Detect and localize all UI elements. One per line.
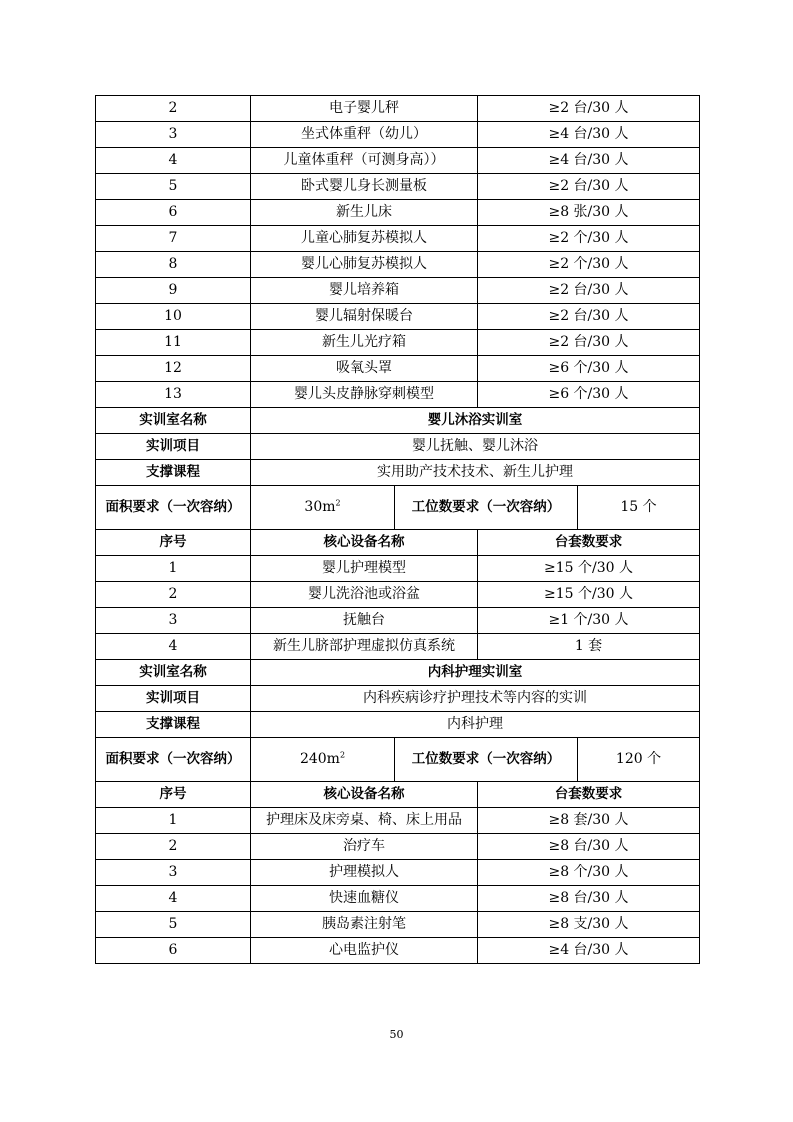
area-value-number: 30m bbox=[304, 499, 336, 515]
row-number: 5 bbox=[96, 912, 251, 938]
equipment-header-row bbox=[96, 530, 700, 556]
header-number: 序号 bbox=[96, 530, 251, 556]
equipment-row bbox=[96, 860, 700, 886]
area-value bbox=[251, 486, 395, 530]
equipment-name: 护理床及床旁桌、椅、床上用品 bbox=[251, 808, 478, 834]
equipment-name: 卧式婴儿身长测量板 bbox=[251, 174, 478, 200]
row-number: 3 bbox=[96, 608, 251, 634]
equipment-quantity: ≥4 台/30 人 bbox=[478, 148, 700, 174]
header-quantity: 台套数要求 bbox=[478, 530, 700, 556]
project-value: 婴儿抚触、婴儿沐浴 bbox=[251, 434, 700, 460]
equipment-quantity: ≥2 个/30 人 bbox=[478, 252, 700, 278]
equipment-row bbox=[96, 808, 700, 834]
equipment-name: 心电监护仪 bbox=[251, 938, 478, 964]
equipment-name: 电子婴儿秤 bbox=[251, 96, 478, 122]
row-number: 2 bbox=[96, 834, 251, 860]
equipment-quantity: ≥2 台/30 人 bbox=[478, 174, 700, 200]
equipment-row bbox=[96, 356, 700, 382]
equipment-row bbox=[96, 122, 700, 148]
equipment-row bbox=[96, 330, 700, 356]
equipment-name: 婴儿心肺复苏模拟人 bbox=[251, 252, 478, 278]
row-number: 6 bbox=[96, 200, 251, 226]
equipment-row bbox=[96, 886, 700, 912]
equipment-row bbox=[96, 582, 700, 608]
equipment-name: 快速血糖仪 bbox=[251, 886, 478, 912]
equipment-row bbox=[96, 148, 700, 174]
area-value-number: 240m bbox=[299, 751, 340, 767]
equipment-name: 婴儿培养箱 bbox=[251, 278, 478, 304]
equipment-quantity: ≥15 个/30 人 bbox=[478, 556, 700, 582]
row-number: 1 bbox=[96, 808, 251, 834]
row-number: 12 bbox=[96, 356, 251, 382]
course-value: 内科护理 bbox=[251, 712, 700, 738]
equipment-quantity: ≥6 个/30 人 bbox=[478, 382, 700, 408]
equipment-header-row bbox=[96, 782, 700, 808]
room-name-value: 内科护理实训室 bbox=[251, 660, 700, 686]
equipment-quantity: ≥2 个/30 人 bbox=[478, 226, 700, 252]
equipment-quantity: ≥2 台/30 人 bbox=[478, 96, 700, 122]
equipment-name: 新生儿脐部护理虚拟仿真系统 bbox=[251, 634, 478, 660]
row-number: 13 bbox=[96, 382, 251, 408]
row-number: 2 bbox=[96, 582, 251, 608]
row-number: 11 bbox=[96, 330, 251, 356]
project-label: 实训项目 bbox=[96, 434, 251, 460]
equipment-quantity: ≥8 台/30 人 bbox=[478, 886, 700, 912]
equipment-row bbox=[96, 634, 700, 660]
project-label: 实训项目 bbox=[96, 686, 251, 712]
equipment-quantity: ≥2 台/30 人 bbox=[478, 278, 700, 304]
room-name-row bbox=[96, 408, 700, 434]
equipment-name: 新生儿床 bbox=[251, 200, 478, 226]
equipment-quantity: ≥2 台/30 人 bbox=[478, 330, 700, 356]
equipment-name: 胰岛素注射笔 bbox=[251, 912, 478, 938]
equipment-name: 婴儿头皮静脉穿刺模型 bbox=[251, 382, 478, 408]
header-equipment-name: 核心设备名称 bbox=[251, 530, 478, 556]
station-label: 工位数要求（一次容纳） bbox=[395, 486, 578, 530]
equipment-row bbox=[96, 252, 700, 278]
equipment-row bbox=[96, 382, 700, 408]
course-value: 实用助产技术技术、新生儿护理 bbox=[251, 460, 700, 486]
header-equipment-name: 核心设备名称 bbox=[251, 782, 478, 808]
equipment-quantity: ≥8 张/30 人 bbox=[478, 200, 700, 226]
equipment-quantity: ≥8 套/30 人 bbox=[478, 808, 700, 834]
area-row bbox=[96, 486, 700, 530]
row-number: 10 bbox=[96, 304, 251, 330]
equipment-quantity: ≥1 个/30 人 bbox=[478, 608, 700, 634]
page-number: 50 bbox=[389, 1028, 404, 1041]
equipment-quantity: ≥15 个/30 人 bbox=[478, 582, 700, 608]
equipment-quantity: ≥2 台/30 人 bbox=[478, 304, 700, 330]
area-unit-superscript: 2 bbox=[335, 498, 341, 508]
area-label: 面积要求（一次容纳） bbox=[96, 738, 251, 782]
equipment-name: 抚触台 bbox=[251, 608, 478, 634]
equipment-table bbox=[95, 95, 700, 964]
row-number: 4 bbox=[96, 886, 251, 912]
course-label: 支撑课程 bbox=[96, 460, 251, 486]
row-number: 9 bbox=[96, 278, 251, 304]
equipment-name: 儿童心肺复苏模拟人 bbox=[251, 226, 478, 252]
equipment-quantity: ≥8 台/30 人 bbox=[478, 834, 700, 860]
equipment-quantity: ≥6 个/30 人 bbox=[478, 356, 700, 382]
area-label: 面积要求（一次容纳） bbox=[96, 486, 251, 530]
equipment-row bbox=[96, 938, 700, 964]
row-number: 3 bbox=[96, 860, 251, 886]
equipment-name: 新生儿光疗箱 bbox=[251, 330, 478, 356]
equipment-row bbox=[96, 304, 700, 330]
equipment-name: 婴儿护理模型 bbox=[251, 556, 478, 582]
equipment-name: 吸氧头罩 bbox=[251, 356, 478, 382]
equipment-row bbox=[96, 556, 700, 582]
table-body bbox=[96, 96, 700, 964]
room-name-label: 实训室名称 bbox=[96, 408, 251, 434]
equipment-name: 婴儿洗浴池或浴盆 bbox=[251, 582, 478, 608]
row-number: 2 bbox=[96, 96, 251, 122]
station-label: 工位数要求（一次容纳） bbox=[395, 738, 578, 782]
equipment-quantity: 1 套 bbox=[478, 634, 700, 660]
room-name-row bbox=[96, 660, 700, 686]
equipment-row bbox=[96, 834, 700, 860]
equipment-name: 坐式体重秤（幼儿） bbox=[251, 122, 478, 148]
header-quantity: 台套数要求 bbox=[478, 782, 700, 808]
station-value: 15 个 bbox=[578, 486, 700, 530]
room-name-value: 婴儿沐浴实训室 bbox=[251, 408, 700, 434]
equipment-quantity: ≥8 支/30 人 bbox=[478, 912, 700, 938]
equipment-name: 护理模拟人 bbox=[251, 860, 478, 886]
row-number: 6 bbox=[96, 938, 251, 964]
equipment-quantity: ≥4 台/30 人 bbox=[478, 938, 700, 964]
equipment-name: 婴儿辐射保暖台 bbox=[251, 304, 478, 330]
row-number: 8 bbox=[96, 252, 251, 278]
equipment-row bbox=[96, 174, 700, 200]
row-number: 4 bbox=[96, 634, 251, 660]
area-value bbox=[251, 738, 395, 782]
project-value: 内科疾病诊疗护理技术等内容的实训 bbox=[251, 686, 700, 712]
row-number: 1 bbox=[96, 556, 251, 582]
area-unit-superscript: 2 bbox=[339, 750, 346, 760]
project-row bbox=[96, 686, 700, 712]
row-number: 7 bbox=[96, 226, 251, 252]
station-value: 120 个 bbox=[578, 738, 700, 782]
room-name-label: 实训室名称 bbox=[96, 660, 251, 686]
equipment-row bbox=[96, 608, 700, 634]
equipment-row bbox=[96, 200, 700, 226]
equipment-row bbox=[96, 912, 700, 938]
row-number: 5 bbox=[96, 174, 251, 200]
area-row bbox=[96, 738, 700, 782]
equipment-row bbox=[96, 96, 700, 122]
header-number: 序号 bbox=[96, 782, 251, 808]
equipment-quantity: ≥8 个/30 人 bbox=[478, 860, 700, 886]
equipment-row bbox=[96, 226, 700, 252]
course-row bbox=[96, 712, 700, 738]
course-label: 支撑课程 bbox=[96, 712, 251, 738]
equipment-name: 治疗车 bbox=[251, 834, 478, 860]
equipment-name: 儿童体重秤（可测身高）） bbox=[251, 148, 478, 174]
course-row bbox=[96, 460, 700, 486]
equipment-row bbox=[96, 278, 700, 304]
row-number: 4 bbox=[96, 148, 251, 174]
row-number: 3 bbox=[96, 122, 251, 148]
equipment-quantity: ≥4 台/30 人 bbox=[478, 122, 700, 148]
project-row bbox=[96, 434, 700, 460]
